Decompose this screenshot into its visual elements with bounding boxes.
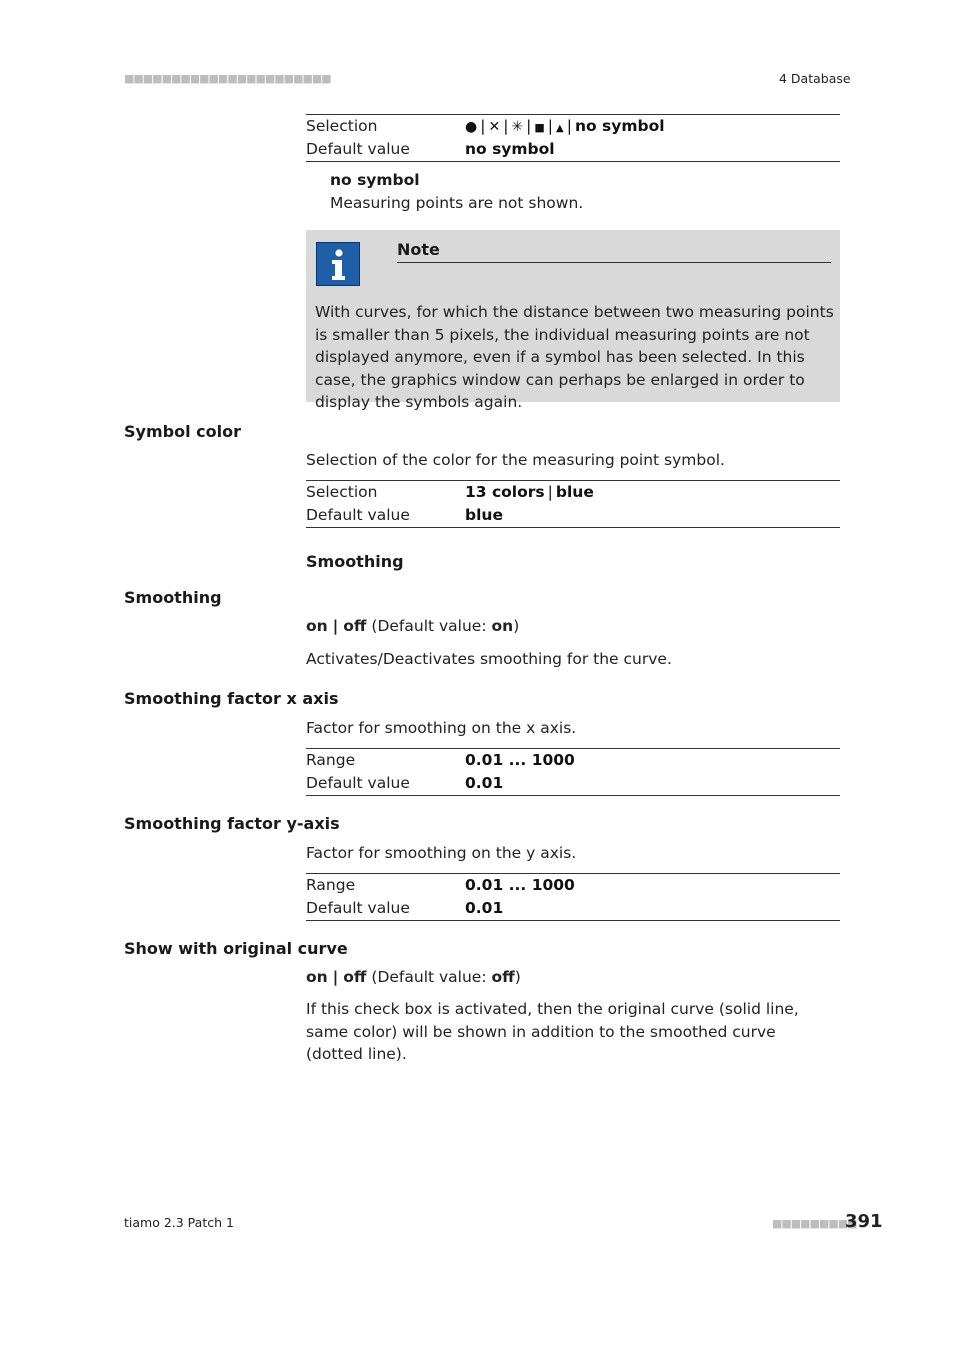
info-icon — [316, 242, 360, 286]
off-option: off — [343, 617, 367, 635]
table-value: no symbol — [465, 140, 555, 158]
table-key: Default value — [306, 774, 410, 792]
table-value: 0.01 — [465, 899, 504, 917]
default-value: off — [491, 968, 515, 986]
section-title-symbol-color: Symbol color — [124, 422, 241, 441]
default-value: on — [491, 617, 514, 635]
table-row — [306, 772, 840, 795]
show-original-options — [306, 966, 846, 989]
blue-option: blue — [555, 483, 594, 501]
note-text: With curves, for which the distance between two measuring points is smaller than 5 pixels, the individual measuring points are not displayed anymore, even if a symbol has been selected. In this case, the graphics window can perhaps be enlarged in order to display the symbols again. — [315, 303, 834, 411]
table-key: Range — [306, 876, 356, 894]
section-description: Activates/Deactivates smoothing for the curve. — [306, 650, 672, 668]
table-key: Selection — [306, 483, 378, 501]
table-value: 13 colors | blue — [465, 483, 594, 501]
table-value: blue — [465, 506, 503, 524]
table-row — [306, 749, 840, 772]
definition-description: Measuring points are not shown. — [330, 194, 584, 212]
section-title-smoothing-factor-x: Smoothing factor x axis — [124, 689, 339, 708]
table-row — [306, 504, 840, 527]
table-value: 0.01 ... 1000 — [465, 751, 575, 769]
footer-product: tiamo 2.3 Patch 1 — [124, 1215, 234, 1230]
note-box — [306, 230, 840, 411]
table-key: Selection — [306, 117, 378, 135]
table-row — [306, 138, 840, 161]
smoothing-y-table — [306, 873, 840, 921]
section-description: Selection of the color for the measuring point symbol. — [306, 451, 725, 469]
cross-symbol-icon: ✕ — [488, 119, 501, 135]
option-separator: | — [332, 968, 339, 986]
section-description: Factor for smoothing on the y axis. — [306, 844, 577, 862]
table-key: Range — [306, 751, 356, 769]
color-count-option: 13 colors — [465, 483, 545, 501]
subsection-heading-smoothing: Smoothing — [306, 552, 404, 571]
off-option: off — [343, 968, 367, 986]
on-option: on — [306, 968, 328, 986]
default-suffix: ) — [514, 968, 521, 986]
triangle-symbol-icon: ▲ — [556, 123, 564, 134]
table-value: 0.01 ... 1000 — [465, 876, 575, 894]
section-description: If this check box is activated, then the original curve (solid line, same color) will be shown in addition to the smoothed curve (dotted line). — [306, 1000, 799, 1063]
default-suffix: ) — [513, 617, 520, 635]
chapter-title: 4 Database — [779, 71, 851, 86]
table-value: 0.01 — [465, 774, 504, 792]
symbol-color-table — [306, 480, 840, 528]
table-value: ● | ✕ | ✳ | ■ | ▲ | no symbol — [465, 117, 665, 135]
note-title: Note — [397, 240, 831, 263]
smoothing-options — [306, 615, 846, 638]
header-decoration-dots: ■■■■■■■■■■■■■■■■■■■■■■ — [124, 72, 331, 85]
default-prefix: (Default value: — [371, 968, 492, 986]
table-row — [306, 115, 840, 138]
default-prefix: (Default value: — [371, 617, 492, 635]
definition-term: no symbol — [330, 171, 420, 189]
section-title-smoothing: Smoothing — [124, 588, 222, 607]
table-key: Default value — [306, 899, 410, 917]
section-description: Factor for smoothing on the x axis. — [306, 719, 577, 737]
table-row — [306, 481, 840, 504]
circle-symbol-icon: ● — [465, 119, 478, 135]
no-symbol-option: no symbol — [574, 117, 665, 135]
table-row — [306, 897, 840, 920]
page-number: 391 — [845, 1211, 883, 1232]
on-option: on — [306, 617, 328, 635]
section-title-smoothing-factor-y: Smoothing factor y-axis — [124, 814, 340, 833]
footer-decoration-dots: ■■■■■■■■■ — [772, 1217, 857, 1230]
smoothing-x-table — [306, 748, 840, 796]
star-symbol-icon: ✳ — [511, 119, 524, 135]
option-separator: | — [332, 617, 339, 635]
symbol-options-table — [306, 114, 840, 162]
table-key: Default value — [306, 140, 410, 158]
table-row — [306, 874, 840, 897]
square-symbol-icon: ■ — [534, 121, 545, 134]
section-title-show-original-curve: Show with original curve — [124, 939, 348, 958]
table-key: Default value — [306, 506, 410, 524]
